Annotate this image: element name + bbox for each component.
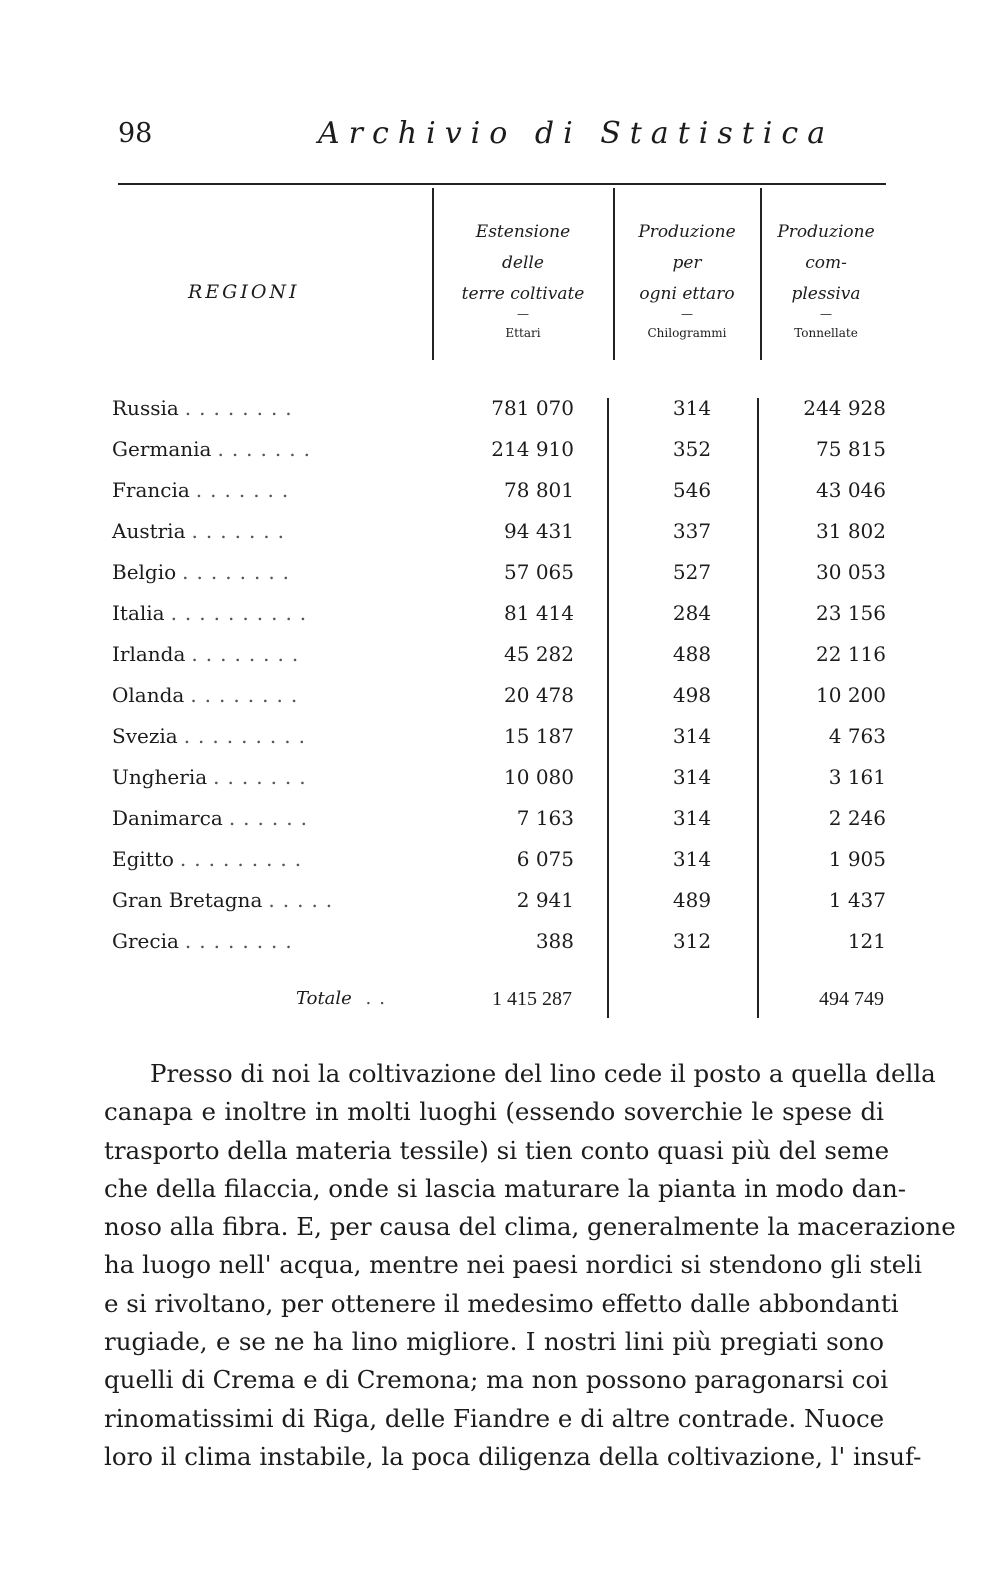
cell-per-hectare: 314	[672, 847, 712, 871]
region-name: Irlanda ........	[112, 642, 307, 666]
table-row	[0, 724, 1000, 765]
cell-per-hectare: 489	[672, 888, 712, 912]
cell-area: 94 431	[504, 519, 574, 543]
column-header-line: Produzione	[777, 222, 875, 242]
paragraph-line: noso alla fibra. E, per causa del clima, generalmente la macerazione	[104, 1212, 956, 1242]
table-row	[0, 437, 1000, 478]
page-number: 98	[118, 118, 153, 149]
region-name: Svezia .........	[112, 724, 313, 748]
table-top-rule	[118, 183, 886, 185]
paragraph-line: ha luogo nell' acqua, mentre nei paesi nordici si stendono gli steli	[104, 1250, 922, 1280]
cell-per-hectare: 546	[672, 478, 712, 502]
table-row	[0, 888, 1000, 929]
column-header-line: Produzione	[638, 222, 736, 242]
paragraph-line: rinomatissimi di Riga, delle Fiandre e di altre contrade. Nuoce	[104, 1403, 885, 1433]
cell-total: 2 246	[828, 806, 886, 830]
column-unit: Tonnellate	[794, 326, 858, 340]
cell-per-hectare: 352	[672, 437, 712, 461]
cell-per-hectare: 284	[672, 601, 712, 625]
column-header-line: terre coltivate	[461, 284, 585, 304]
cell-per-hectare: 312	[672, 929, 712, 953]
region-name: Austria .......	[112, 519, 293, 543]
cell-area: 20 478	[504, 683, 574, 707]
paragraph-line: rugiade, e se ne ha lino migliore. I nostri lini più pregiati sono	[104, 1327, 884, 1357]
cell-area: 15 187	[504, 724, 574, 748]
cell-per-hectare: 314	[672, 724, 712, 748]
column-header-line: com-	[805, 253, 847, 273]
cell-total: 1 437	[828, 888, 886, 912]
column-unit: Chilogrammi	[647, 326, 727, 340]
cell-per-hectare: 488	[672, 642, 712, 666]
body-paragraph	[104, 1055, 956, 1476]
cell-per-hectare: 314	[672, 765, 712, 789]
cell-area: 45 282	[504, 642, 574, 666]
table-row	[0, 560, 1000, 601]
cell-area: 81 414	[504, 601, 574, 625]
column-header-line: ogni ettaro	[639, 284, 735, 304]
total-area: 1 415 287	[492, 988, 572, 1010]
table-row	[0, 519, 1000, 560]
cell-total: 121	[847, 929, 886, 953]
cell-total: 30 053	[816, 560, 886, 584]
region-name: Russia ........	[112, 396, 300, 420]
cell-per-hectare: 314	[672, 396, 712, 420]
cell-total: 31 802	[816, 519, 886, 543]
column-header-line: Estensione	[475, 222, 571, 242]
cell-per-hectare: 498	[672, 683, 712, 707]
cell-total: 43 046	[816, 478, 886, 502]
region-name: Grecia ........	[112, 929, 300, 953]
cell-per-hectare: 527	[672, 560, 712, 584]
table-column-divider	[432, 188, 434, 360]
running-title: Archivio di Statistica	[318, 116, 835, 151]
cell-total: 3 161	[828, 765, 886, 789]
paragraph-line: e si rivoltano, per ottenere il medesimo effetto dalle abbondanti	[104, 1288, 899, 1318]
cell-total: 22 116	[816, 642, 886, 666]
cell-area: 10 080	[504, 765, 574, 789]
column-header-total-production	[764, 217, 888, 342]
region-name: Francia .......	[112, 478, 297, 502]
table-row	[0, 847, 1000, 888]
region-name: Olanda ........	[112, 683, 306, 707]
table-row	[0, 683, 1000, 724]
region-name: Danimarca ......	[112, 806, 315, 830]
paragraph-line: trasporto della materia tessile) si tien conto quasi più del seme	[104, 1135, 890, 1165]
column-header-area	[440, 217, 606, 342]
column-header-line: plessiva	[791, 284, 861, 304]
total-production: 494 749	[819, 988, 884, 1010]
total-label: Totale ..	[296, 988, 393, 1009]
region-column-header: REGIONI	[188, 281, 300, 303]
cell-total: 23 156	[816, 601, 886, 625]
cell-total: 244 928	[803, 396, 886, 420]
header-dash: —	[517, 307, 529, 321]
table-column-divider	[760, 188, 762, 360]
table-row	[0, 478, 1000, 519]
cell-total: 10 200	[816, 683, 886, 707]
paragraph-line: canapa e inoltre in molti luoghi (essendo soverchie le spese di	[104, 1097, 884, 1127]
cell-area: 2 941	[516, 888, 574, 912]
cell-area: 388	[535, 929, 574, 953]
paragraph-line: che della filaccia, onde si lascia maturare la pianta in modo dan-	[104, 1173, 907, 1203]
column-unit: Ettari	[505, 326, 541, 340]
table-row	[0, 642, 1000, 683]
paragraph-line: Presso di noi la coltivazione del lino cede il posto a quella della	[150, 1059, 936, 1088]
table-column-divider	[613, 188, 615, 360]
cell-total: 4 763	[828, 724, 886, 748]
region-name: Germania .......	[112, 437, 318, 461]
cell-per-hectare: 314	[672, 806, 712, 830]
region-name: Belgio ........	[112, 560, 298, 584]
region-name: Italia ..........	[112, 601, 315, 625]
cell-total: 1 905	[828, 847, 886, 871]
region-name: Ungheria .......	[112, 765, 314, 789]
cell-area: 6 075	[516, 847, 574, 871]
paragraph-line: quelli di Crema e di Cremona; ma non possono paragonarsi coi	[104, 1365, 889, 1395]
cell-area: 214 910	[491, 437, 574, 461]
cell-area: 781 070	[491, 396, 574, 420]
cell-total: 75 815	[816, 437, 886, 461]
column-header-line: delle	[502, 253, 544, 273]
column-header-per-hectare	[618, 217, 756, 342]
cell-area: 7 163	[516, 806, 574, 830]
table-row	[0, 929, 1000, 970]
cell-area: 78 801	[504, 478, 574, 502]
column-header-line: per	[672, 253, 702, 273]
cell-area: 57 065	[504, 560, 574, 584]
header-dash: —	[681, 307, 693, 321]
region-name: Egitto .........	[112, 847, 310, 871]
table-row	[0, 765, 1000, 806]
cell-per-hectare: 337	[672, 519, 712, 543]
header-dash: —	[820, 307, 832, 321]
table-row	[0, 601, 1000, 642]
paragraph-line: loro il clima instabile, la poca diligenza della coltivazione, l' insuf-	[104, 1441, 922, 1471]
table-row	[0, 396, 1000, 437]
table-row	[0, 806, 1000, 847]
region-name: Gran Bretagna .....	[112, 888, 341, 912]
